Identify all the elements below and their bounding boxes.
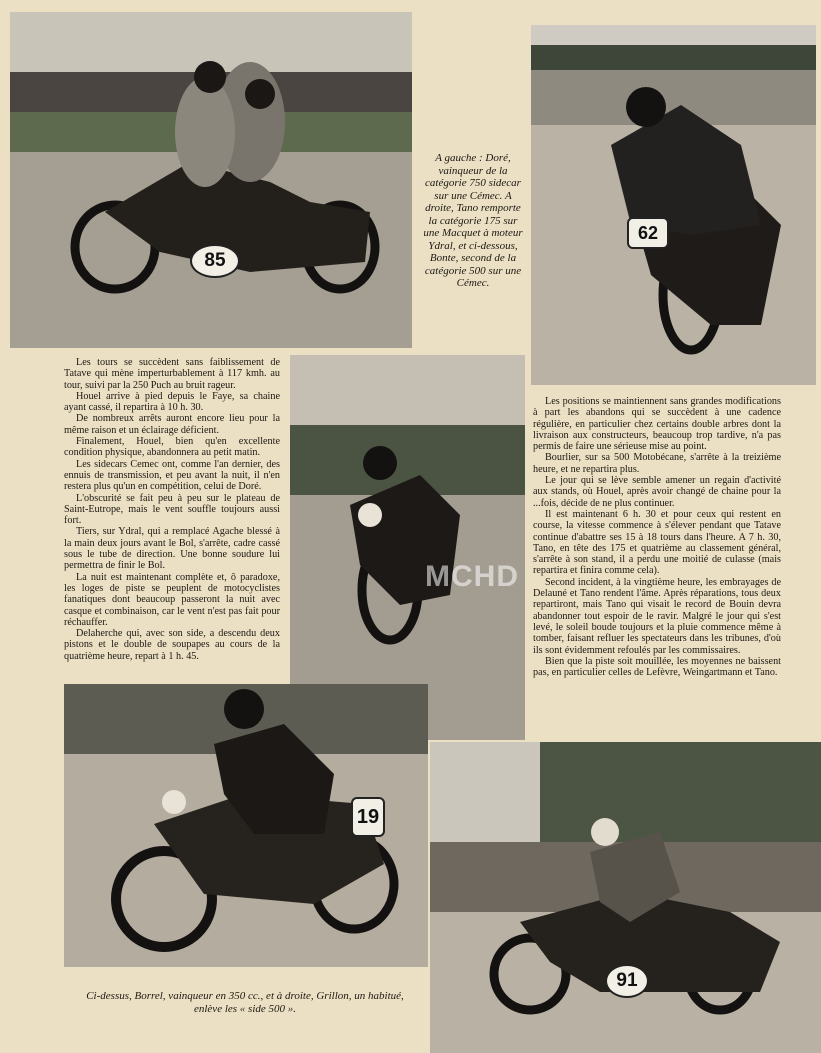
paragraph: Finalement, Houel, bien qu'en excellente condition physique, abandonnera au petit matin. (64, 436, 280, 459)
photo-grillon (430, 742, 821, 1053)
photo-borrel (64, 684, 428, 967)
photo-sidecar-dore (10, 12, 412, 348)
paragraph: Bourlier, sur sa 500 Motobécane, s'arrête à la treizième heure, et ne repartira plus. (533, 452, 781, 475)
race-number-plate: 19 (351, 797, 385, 837)
paragraph: Les positions se maintiennent sans grandes modifications à part les abandons qui se succèdent à une cadence régulière, en particulier chez certains double arbres dont la livraison aux constructeurs, beaucoup trop tardive, n'a pas permis de faire une sérieuse mise au point. (533, 396, 781, 453)
article-left-column (64, 357, 280, 662)
paragraph: Les sidecars Cemec ont, comme l'an dernier, des ennuis de transmission, et peu avant la nuit, il n'en restera plus qu'un en compétition, celui de Doré. (64, 458, 280, 493)
article-right-column (533, 396, 781, 678)
photo-bonte (290, 355, 525, 740)
watermark-logo: MCHD (425, 560, 519, 593)
paragraph: Tiers, sur Ydral, qui a remplacé Agache blessé à la main deux jours avant le Bol, s'arrête, cadre cassé sous le tube de direction. Une bonne soudure lui permettra de finir le Bol. (64, 526, 280, 572)
race-number-plate: 91 (605, 964, 649, 998)
paragraph: Second incident, à la vingtième heure, les embrayages de Delauné et Tano rendent l'âme. Après réparations, tous deux repartiront, mais Tano qui visait le record de Bouin devra abandonner tout espoir de le ravir. Malgré le jour qui s'est levé, le soleil boude toujours et la pluie commence même à tomber, faisant refluer les spectateurs dans les tribunes, d'où ils sont évidemment refoulés par les commissaires. (533, 576, 781, 656)
paragraph: Les tours se succèdent sans faiblissement de Tatave qui mène imperturbablement à 117 kmh. au tour, suivi par la 250 Puch au bruit rageur. (64, 357, 280, 391)
paragraph: L'obscurité se fait peu à peu sur le plateau de Saint-Eutrope, mais le vent souffle toujours aussi fort. (64, 492, 280, 527)
paragraph: Le jour qui se lève semble amener un regain d'activité aux stands, où Houel, après avoir changé de chaine pour la ...fois, décide de ne plus continuer. (533, 475, 781, 509)
paragraph: Bien que la piste soit mouillée, les moyennes ne baissent pas, en particulier celles de Lefèvre, Weingartmann et Tano. (533, 655, 781, 679)
paragraph: Delaherche qui, avec son side, a descendu deux pistons et le double de soupapes au cours de la quatrième heure, repart à 1 h. 45. (64, 628, 280, 662)
paragraph: De nombreux arrêts auront encore lieu pour la même raison et un éclairage déficient. (64, 413, 280, 436)
paragraph: Houel arrive à pied depuis le Faye, sa chaine ayant cassé, il repartira à 10 h. 30. (64, 390, 280, 414)
paragraph: La nuit est maintenant complète et, ô paradoxe, les loges de piste se peuplent de motocyclistes fanatiques dont beaucoup passeront la nuit avec casque et combinaison, car le vent n'est pas fait pour réchauffer. (64, 571, 280, 628)
caption-top: A gauche : Doré, vainqueur de la catégorie 750 sidecar sur une Cémec. A droite, Tano remporte la catégorie 175 sur une Macquet à moteur Ydral, et ci-dessous, Bonte, second de la catégorie 500 sur une Cémec. (423, 152, 523, 289)
photo-tano (531, 25, 816, 385)
race-number-plate: 85 (190, 244, 240, 278)
race-number-plate: 62 (627, 217, 669, 249)
paragraph: Il est maintenant 6 h. 30 et pour ceux qui restent en course, la vitesse commence à s'élever pendant que Tatave continue d'abattre ses 15 à 18 tours dans l'heure. A 7 h. 30, Tano, en tête des 175 et quatrième au classement général, s'arrête à son stand, il a perdu une moitié de culasse (mais repartira et finira comme cela). (533, 508, 781, 577)
caption-bottom: Ci-dessus, Borrel, vainqueur en 350 cc., et à droite, Grillon, un habitué, enlève les « side 500 ». (86, 990, 404, 1015)
